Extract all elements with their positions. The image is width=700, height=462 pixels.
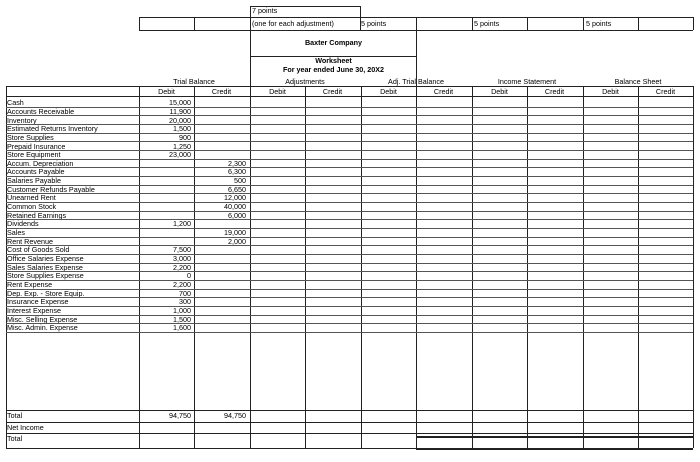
grid-line <box>6 332 693 333</box>
grid-line <box>361 86 362 448</box>
grid-line <box>583 86 584 448</box>
company-name: Baxter Company <box>304 38 363 47</box>
account-name: Rent Revenue <box>7 236 53 246</box>
total-row-label: Total <box>7 411 23 420</box>
account-name: Unearned Rent <box>7 193 56 203</box>
account-name: Interest Expense <box>7 306 61 316</box>
credit-label: Credit <box>655 87 676 96</box>
trial-balance-credit: 6,300 <box>228 167 246 177</box>
account-name: Cost of Goods Sold <box>7 245 70 255</box>
trial-balance-debit: 2,200 <box>173 280 191 290</box>
trial-balance-debit: 1,200 <box>173 219 191 229</box>
grid-line <box>250 17 251 30</box>
grid-line <box>6 422 693 423</box>
debit-label: Debit <box>380 87 397 96</box>
trial-balance-debit: 900 <box>179 132 191 142</box>
account-name: Prepaid Insurance <box>7 141 66 151</box>
total-credit: 94,750 <box>224 411 246 420</box>
account-name: Salaries Payable <box>7 176 61 186</box>
account-name: Insurance Expense <box>7 297 69 307</box>
grid-line <box>6 86 693 87</box>
section-adjustments: Adjustments <box>285 77 325 86</box>
grid-line <box>6 176 693 177</box>
account-name: Sales Salaries Expense <box>7 262 83 272</box>
grid-line <box>305 86 306 448</box>
trial-balance-debit: 15,000 <box>169 98 191 108</box>
debit-label: Debit <box>602 87 619 96</box>
trial-balance-debit: 20,000 <box>169 115 191 125</box>
trial-balance-credit: 19,000 <box>224 228 246 238</box>
account-name: Accounts Payable <box>7 167 65 177</box>
adj-trial-balance-points: 5 points <box>361 19 387 28</box>
trial-balance-debit: 11,900 <box>169 106 191 116</box>
account-name: Rent Expense <box>7 280 53 290</box>
adjustments-points-note: (one for each adjustment) <box>252 19 334 28</box>
trial-balance-credit: 6,000 <box>228 210 246 220</box>
grid-line <box>6 315 693 316</box>
grid-line <box>6 167 693 168</box>
section-income-statement: Income Statement <box>497 77 557 86</box>
grid-line <box>6 306 693 307</box>
trial-balance-credit: 40,000 <box>224 202 246 212</box>
total-row-label: Net Income <box>7 422 44 432</box>
credit-label: Credit <box>322 87 343 96</box>
grid-line <box>360 6 361 17</box>
trial-balance-debit: 0 <box>187 271 191 281</box>
grid-line <box>6 124 693 125</box>
credit-label: Credit <box>544 87 565 96</box>
grid-line <box>472 86 473 448</box>
grid-line <box>6 297 693 298</box>
grid-line <box>416 448 693 450</box>
trial-balance-debit: 2,200 <box>173 262 191 272</box>
account-name: Store Equipment <box>7 150 61 160</box>
account-name: Misc. Selling Expense <box>7 314 78 324</box>
account-name: Customer Refunds Payable <box>7 184 95 194</box>
trial-balance-debit: 3,000 <box>173 254 191 264</box>
account-name: Estimated Returns Inventory <box>7 124 98 134</box>
debit-label: Debit <box>158 87 175 96</box>
trial-balance-debit: 1,500 <box>173 124 191 134</box>
grid-line <box>416 436 693 438</box>
grid-line <box>693 17 694 30</box>
grid-line <box>6 228 693 229</box>
account-name: Dep. Exp. - Store Equip. <box>7 288 85 298</box>
credit-label: Credit <box>433 87 454 96</box>
grid-line <box>6 323 693 324</box>
account-name: Store Supplies <box>7 132 54 142</box>
grid-line <box>6 193 693 194</box>
account-name: Sales <box>7 228 25 238</box>
grid-line <box>583 17 584 30</box>
account-name: Accounts Receivable <box>7 106 75 116</box>
grid-line <box>6 107 693 108</box>
grid-line <box>6 115 693 116</box>
debit-label: Debit <box>491 87 508 96</box>
grid-line <box>194 17 195 30</box>
grid-line <box>6 86 7 448</box>
trial-balance-credit: 500 <box>234 176 246 186</box>
trial-balance-debit: 1,000 <box>173 306 191 316</box>
account-name: Office Salaries Expense <box>7 254 84 264</box>
account-name: Store Supplies Expense <box>7 271 84 281</box>
grid-line <box>6 289 693 290</box>
balance-sheet-points: 5 points <box>586 19 612 28</box>
grid-line <box>6 410 693 411</box>
grid-line <box>6 211 693 212</box>
grid-line <box>6 433 693 434</box>
grid-line <box>638 17 639 30</box>
grid-line <box>250 56 416 57</box>
trial-balance-debit: 1,250 <box>173 141 191 151</box>
trial-balance-debit: 23,000 <box>169 150 191 160</box>
trial-balance-debit: 300 <box>179 297 191 307</box>
grid-line <box>527 86 528 448</box>
adjustments-points: 7 points <box>252 6 278 15</box>
grid-line <box>6 271 693 272</box>
grid-line <box>472 17 473 30</box>
total-row-label: Total <box>7 434 23 443</box>
grid-line <box>416 17 417 30</box>
account-name: Inventory <box>7 115 37 125</box>
account-name: Dividends <box>7 219 39 229</box>
account-name: Cash <box>7 98 24 108</box>
grid-line <box>6 245 693 246</box>
grid-line <box>194 86 195 448</box>
account-name: Retained Earnings <box>7 210 67 220</box>
section-balance-sheet: Balance Sheet <box>614 77 662 86</box>
grid-line <box>6 96 693 97</box>
grid-line <box>139 86 140 448</box>
grid-line <box>416 86 417 448</box>
grid-line <box>6 185 693 186</box>
credit-label: Credit <box>211 87 232 96</box>
grid-line <box>6 133 693 134</box>
grid-line <box>6 237 693 238</box>
grid-line <box>693 86 694 448</box>
grid-line <box>250 6 360 7</box>
section-adj-trial-balance: Adj. Trial Balance <box>388 77 444 86</box>
account-name: Misc. Admin. Expense <box>7 323 78 333</box>
grid-line <box>638 86 639 448</box>
grid-line <box>6 141 693 142</box>
grid-line <box>527 17 528 30</box>
grid-line <box>6 159 693 160</box>
grid-line <box>139 17 140 30</box>
grid-line <box>6 219 693 220</box>
account-name: Accum. Depreciation <box>7 158 74 168</box>
grid-line <box>250 86 251 448</box>
income-statement-points: 5 points <box>474 19 500 28</box>
debit-label: Debit <box>269 87 286 96</box>
worksheet-period: For year ended June 30, 20X2 <box>282 65 385 74</box>
account-name: Common Stock <box>7 202 57 212</box>
total-debit: 94,750 <box>169 411 191 420</box>
trial-balance-credit: 6,650 <box>228 184 246 194</box>
trial-balance-debit: 7,500 <box>173 245 191 255</box>
section-trial-balance: Trial Balance <box>173 77 215 86</box>
grid-line <box>360 17 361 30</box>
grid-line <box>6 280 693 281</box>
grid-line <box>6 202 693 203</box>
trial-balance-credit: 12,000 <box>224 193 246 203</box>
worksheet-title: Worksheet <box>315 56 352 65</box>
grid-line <box>6 150 693 151</box>
grid-line <box>250 6 251 17</box>
trial-balance-debit: 1,500 <box>173 314 191 324</box>
grid-line <box>6 254 693 255</box>
grid-line <box>6 263 693 264</box>
trial-balance-credit: 2,000 <box>228 236 246 246</box>
trial-balance-debit: 1,600 <box>173 323 191 333</box>
trial-balance-debit: 700 <box>179 288 191 298</box>
trial-balance-credit: 2,300 <box>228 158 246 168</box>
